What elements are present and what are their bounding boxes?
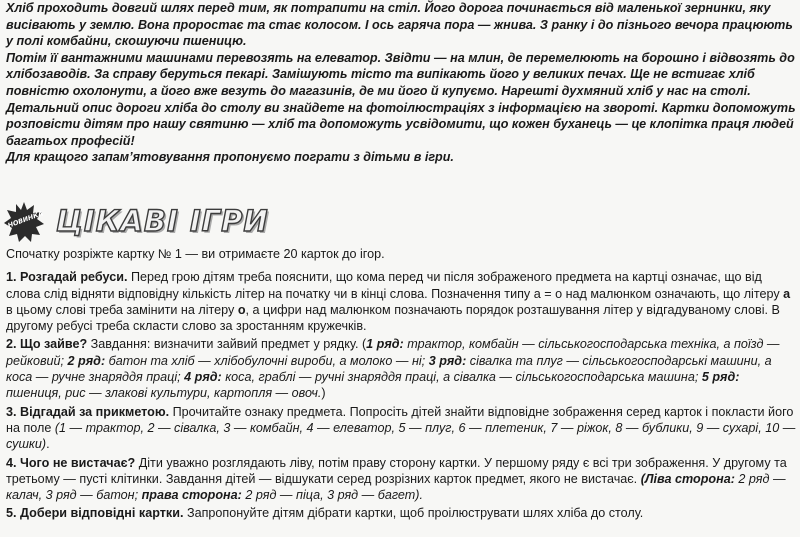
game-4-text: Діти уважно розглядають ліву, потім праву сторону картки. У першому ряду є всі три зображення. У другому та третьому — пусті клітинки. Завдання дітей — відшукати серед розрізних карток предмет, якого не вистачає. (6, 455, 787, 486)
game-3-title: 3. Відгадай за прикметою. (6, 404, 170, 419)
new-badge (4, 202, 44, 242)
row-3-label: 3 ряд: (428, 353, 467, 368)
game-3 (6, 404, 796, 453)
game-1-text-3: , а цифри над малюнком позначають порядок розташування літер у відгадуваному слові. В другому ребусі треба скласти слово за зростанням кружечків. (6, 302, 780, 334)
rules-lead: Спочатку розріжте картку № 1 — ви отримаєте 20 карток до ігор. (6, 247, 385, 261)
row-2-text: батон та хліб — хлібобулочні вироби, а молоко — ні; (105, 353, 429, 368)
game-4-title: 4. Чого не вистачає? (6, 455, 136, 470)
row-4-text: коса, граблі — ручні знаряддя праці, а сівалка — сільськогосподарська машина; (221, 370, 702, 385)
games-header (4, 202, 304, 246)
game-2-end: ) (321, 386, 326, 401)
game-5 (6, 505, 796, 521)
row-4-label: 4 ряд: (184, 370, 222, 385)
game-1-text-2: в цьому слові треба замінити на літеру (6, 302, 238, 317)
game-1-text: Перед грою дітям треба пояснити, що кома перед чи після зображеного предмета на картці означає, що від слова слід відняти відповідну кількість літер на початку чи в кінці слова. Позначення типу а = о над малюнком означають, що літеру (6, 270, 784, 301)
game-2-title: 2. Що зайве? (6, 337, 88, 352)
row-1-label: 1 ряд: (366, 337, 404, 352)
game-2 (6, 336, 796, 401)
game-5-text: Запропонуйте дітям дібрати картки, щоб проілюструвати шлях хліба до столу. (183, 506, 644, 521)
right-side-text: 2 ряд — піца, 3 ряд — багет). (241, 488, 423, 503)
letter-o: о (237, 302, 246, 317)
intro-paragraph-2: Потім її вантажними машинами перевозять на елеватор. Звідти — на млин, де перемелюють на борошно і відвозять до хлібозаводів. За справу беруться пекарі. Замішують тісто та випікають його у великих печах. Ще не встигає хліб повністю охолонути, а його вже везуть до магазинів, де ми його й купуємо. Нарешті духмяний хліб у нас на столі. (6, 50, 795, 98)
intro-paragraph-3: Детальний опис дороги хліба до столу ви знайдете на фотоілюстраціях з інформацією на звороті. Картки допоможуть розповісти дітям про нашу святиню — хліб та допоможуть усвідомити, що кожен буханець — це клопітка праця людей багатьох професій! (6, 100, 796, 148)
row-5-label: 5 ряд: (701, 370, 740, 385)
game-rules (6, 246, 796, 524)
left-side-text: 2 ряд — калач, 3 ряд — батон; (6, 471, 786, 503)
row-2-label: 2 ряд: (67, 353, 106, 368)
right-side-label: права сторона: (141, 488, 242, 503)
intro-text (6, 0, 796, 166)
row-1-text: трактор, комбайн — сільськогосподарська техніка, а поїзд — рейковий; (6, 337, 780, 368)
game-1 (6, 269, 796, 334)
intro-paragraph-4: Для кращого запам’ятовування пропонуємо пограти з дітьми в ігри. (6, 150, 454, 165)
game-2-text: Завдання: визначити зайвий предмет у рядку. ( (87, 337, 367, 352)
intro-paragraph-1: Хліб проходить довгий шлях перед тим, як потрапити на стіл. Його дорога починається від маленької зернинки, яку висівають у землю. Вона проростає та стає колосом. І ось гаряча пора — жнива. З ранку і до пізнього вечора працюють у полі комбайни, скошуючи пшеницю. (6, 1, 793, 49)
left-side-label: (Ліва сторона: (640, 471, 735, 486)
game-3-text: Прочитайте ознаку предмета. Попросіть дітей знайти відповідне зображення серед карток і покласти його на поле (6, 404, 794, 435)
badge-label: НОВИНКА (6, 209, 45, 230)
letter-a: а (783, 286, 791, 301)
row-3-text: сівалка та плуг — сільськогосподарські машини, а коса — ручне знаряддя праці; (6, 353, 772, 385)
game-3-list: (1 — трактор, 2 — сівалка, 3 — комбайн, 4 — елеватор, 5 — плуг, 6 — плетеник, 7 — ріжок, 8 — бублики, 9 — сухарі, 10 — сушки) (6, 420, 796, 452)
section-title: ЦІКАВІ ІГРИ (56, 204, 269, 238)
game-5-title: 5. Добери відповідні картки. (6, 506, 184, 521)
row-5-text: пшениця, рис — злакові культури, картопля — овоч. (6, 386, 322, 401)
game-4 (6, 455, 796, 504)
game-3-end: . (46, 437, 50, 452)
game-1-title: 1. Розгадай ребуси. (6, 270, 128, 285)
